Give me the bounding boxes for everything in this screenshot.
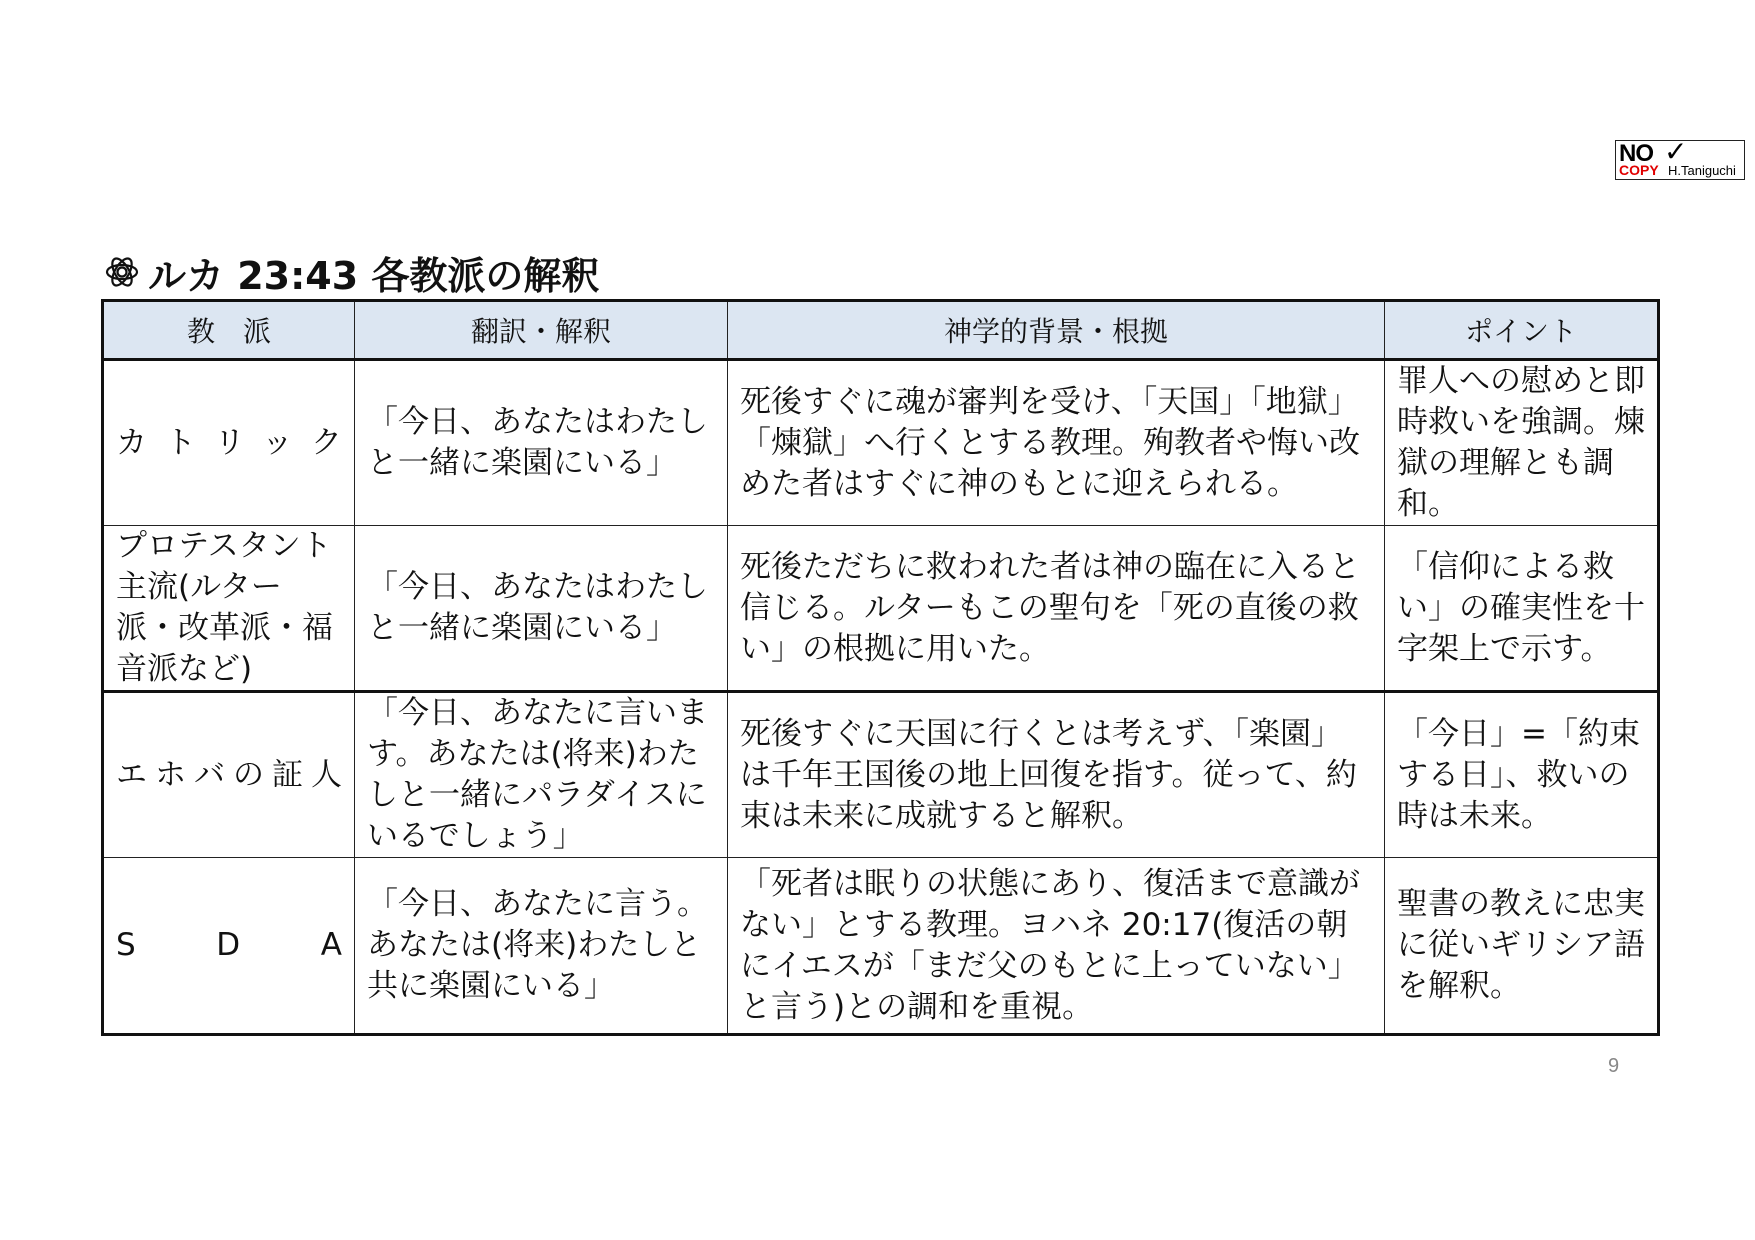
check-icon: ✓ (1664, 135, 1688, 168)
table-row (103, 692, 1659, 858)
background-cell: 死後ただちに救われた者は神の臨在に入ると信じる。ルターもこの聖句を「死の直後の救い」の根拠に用いた。 (728, 526, 1385, 692)
point-cell: 聖書の教えに忠実に従いギリシア語を解釈。 (1385, 858, 1659, 1035)
translation-cell: 「今日、あなたはわたしと一緒に楽園にいる」 (355, 526, 728, 692)
table-row (103, 360, 1659, 526)
translation-cell: 「今日、あなたに言う。あなたは(将来)わたしと共に楽園にいる」 (355, 858, 728, 1035)
watermark-no: NO (1619, 140, 1653, 167)
page-number: 9 (1608, 1055, 1620, 1077)
header-denomination: 教 派 (103, 301, 355, 360)
point-cell: 「信仰による救い」の確実性を十字架上で示す。 (1385, 526, 1659, 692)
table-row (103, 858, 1659, 1035)
background-cell: 死後すぐに魂が審判を受け、「天国」「地獄」「煉獄」へ行くとする教理。殉教者や悔い改めた者はすぐに神のもとに迎えられる。 (728, 360, 1385, 526)
denomination-cell: プロテスタント主流(ルター派・改革派・福音派など) (103, 526, 355, 692)
denomination-cell: S D A (103, 858, 355, 1035)
background-cell: 死後すぐに天国に行くとは考えず、「楽園」は千年王国後の地上回復を指す。従って、約束は未来に成就すると解釈。 (728, 692, 1385, 858)
denomination-cell: カトリック (103, 360, 355, 526)
watermark-author: H.Taniguchi (1668, 163, 1736, 178)
denomination-cell: エホバの証人 (103, 692, 355, 858)
background-cell: 「死者は眠りの状態にあり、復活まで意識がない」とする教理。ヨハネ 20:17(復活の朝にイエスが「まだ父のもとに上っていない」と言う)との調和を重視。 (728, 858, 1385, 1035)
denomination-table (101, 299, 1660, 1036)
point-cell: 罪人への慰めと即時救いを強調。煉獄の理解とも調和。 (1385, 360, 1659, 526)
table-header-row (103, 301, 1659, 360)
point-cell: 「今日」=「約束する日」、救いの時は未来。 (1385, 692, 1659, 858)
openai-knot-icon (102, 252, 142, 292)
translation-cell: 「今日、あなたはわたしと一緒に楽園にいる」 (355, 360, 728, 526)
no-copy-watermark (1615, 135, 1745, 180)
header-translation: 翻訳・解釈 (355, 301, 728, 360)
watermark-copy: COPY (1619, 162, 1659, 178)
translation-cell: 「今日、あなたに言います。あなたは(将来)わたしと一緒にパラダイスにいるでしょう」 (355, 692, 728, 858)
header-point: ポイント (1385, 301, 1659, 360)
title-text: ルカ 23:43 各教派の解釈 (148, 253, 600, 298)
header-background: 神学的背景・根拠 (728, 301, 1385, 360)
table-row (103, 526, 1659, 692)
page-title (102, 248, 599, 296)
